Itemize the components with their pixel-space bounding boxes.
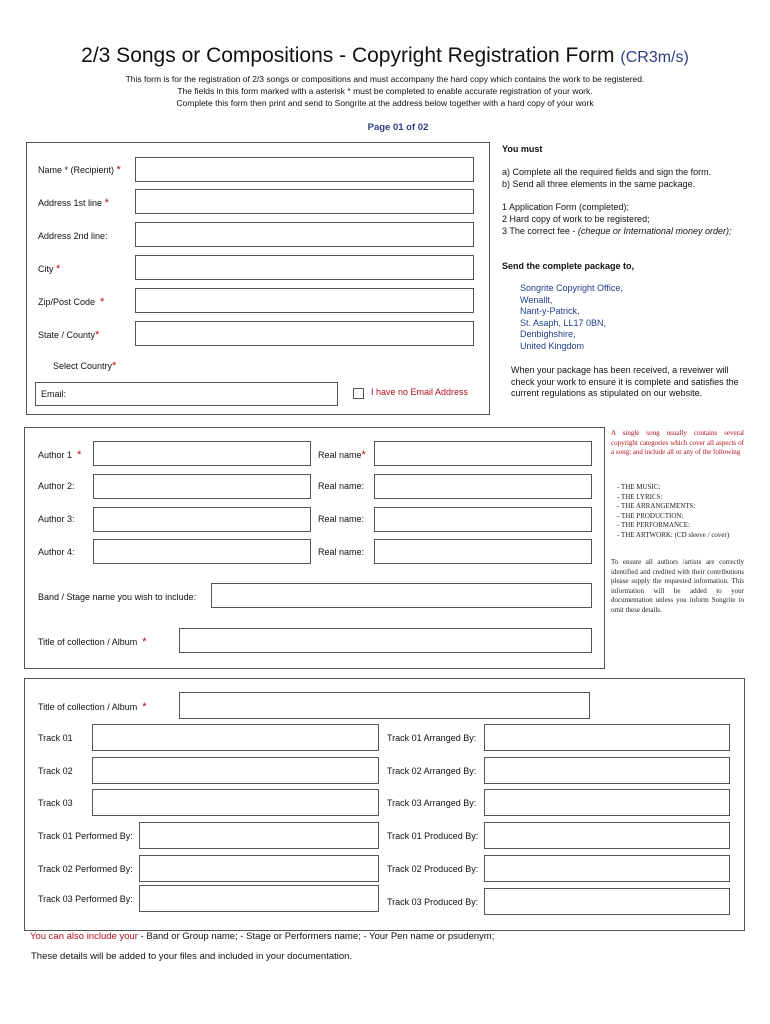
- must-item-2: 2 Hard copy of work to be registered;: [502, 214, 650, 224]
- track-03-arranged-label: Track 03 Arranged By:: [387, 798, 477, 808]
- postal-address: Songrite Copyright Office, Wenallt, Nant-y-Patrick, St. Asaph, LL17 0BN, Denbighshire, United Kingdom: [520, 283, 623, 351]
- track-01-label: Track 01: [38, 733, 73, 743]
- track-02-label: Track 02: [38, 766, 73, 776]
- state-label: State / County*: [38, 329, 100, 341]
- page-number: Page 01 of 02: [367, 122, 429, 133]
- track-01-produced-label: Track 01 Produced By:: [387, 831, 479, 841]
- must-b: b) Send all three elements in the same package.: [502, 179, 696, 189]
- track-02-performed-input[interactable]: [139, 855, 379, 882]
- email-label: Email:: [41, 389, 67, 399]
- real-name-1-label: Real name*: [318, 449, 366, 461]
- author-1-label: Author 1 *: [38, 449, 82, 461]
- email-field[interactable]: [35, 382, 338, 406]
- copyright-categories: - THE MUSIC: - THE LYRICS: - THE ARRANGEMENTS: - THE PRODUCTION: - THE PERFORMANCE: - THE ARTWORK: (CD sleeve / cover): [617, 483, 730, 539]
- real-name-4-label: Real name:: [318, 547, 365, 557]
- author-3-label: Author 3:: [38, 514, 75, 524]
- city-label: City *: [38, 263, 61, 275]
- track-02-arranged-label: Track 02 Arranged By:: [387, 766, 477, 776]
- track-03-performed-label: Track 03 Performed By:: [38, 894, 133, 904]
- intro-line-3: Complete this form then print and send to Songrite at the address below together with a hard copy of your work: [176, 98, 594, 108]
- track-02-arranged-input[interactable]: [484, 757, 730, 784]
- track-03-arranged-input[interactable]: [484, 789, 730, 816]
- no-email-label: I have no Email Address: [371, 387, 469, 397]
- intro-line-2: The fields in this form marked with a asterisk * must be completed to enable accurate registration of your work.: [177, 86, 593, 96]
- track-02-produced-input[interactable]: [484, 855, 730, 882]
- form-code: (CR3m/s): [620, 49, 689, 66]
- author-4-input[interactable]: [93, 539, 311, 564]
- tracks-collection-input[interactable]: [179, 692, 590, 719]
- address1-label: Address 1st line *: [38, 197, 109, 209]
- collection-input[interactable]: [179, 628, 592, 653]
- real-name-1-input[interactable]: [374, 441, 592, 466]
- track-01-produced-input[interactable]: [484, 822, 730, 849]
- form-title-text: 2/3 Songs or Compositions - Copyright Registration Form: [81, 44, 615, 67]
- real-name-3-input[interactable]: [374, 507, 592, 532]
- address1-input[interactable]: [135, 189, 474, 214]
- must-a: a) Complete all the required fields and sign the form.: [502, 167, 712, 177]
- track-01-performed-label: Track 01 Performed By:: [38, 831, 133, 841]
- track-03-produced-label: Track 03 Produced By:: [387, 897, 479, 907]
- send-heading: Send the complete package to,: [502, 261, 635, 271]
- name-label: Name * (Recipient) *: [38, 164, 121, 176]
- track-03-produced-input[interactable]: [484, 888, 730, 915]
- real-name-3-label: Real name:: [318, 514, 365, 524]
- track-01-performed-input[interactable]: [139, 822, 379, 849]
- band-name-label: Band / Stage name you wish to include:: [38, 592, 197, 602]
- must-item-3: 3 The correct fee - (cheque or International money order);: [502, 226, 732, 236]
- copyright-note: A single song usually contains several copyright categories which cover all aspects of a song; and include all or any of the following: [611, 429, 744, 457]
- details-note: These details will be added to your files and included in your documentation.: [31, 951, 353, 962]
- zip-input[interactable]: [135, 288, 474, 313]
- zip-label: Zip/Post Code *: [38, 296, 105, 308]
- real-name-2-input[interactable]: [374, 474, 592, 499]
- address2-label: Address 2nd line:: [38, 231, 108, 241]
- review-note: When your package has been received, a reveiwer will check your work to ensure it is complete and satisfies the current regulations as stipulated on our website.: [511, 365, 739, 398]
- collection-label: Title of collection / Album *: [38, 636, 147, 648]
- track-03-performed-input[interactable]: [139, 885, 379, 912]
- track-01-input[interactable]: [92, 724, 379, 751]
- must-heading: You must: [502, 144, 543, 154]
- track-01-arranged-label: Track 01 Arranged By:: [387, 733, 477, 743]
- no-email-checkbox[interactable]: [353, 388, 364, 399]
- also-include-note: You can also include your - Band or Group name; - Stage or Performers name; - Your Pen name or psudenym;: [30, 931, 495, 942]
- form-title: [0, 44, 770, 68]
- track-02-performed-label: Track 02 Performed By:: [38, 864, 133, 874]
- name-input[interactable]: [135, 157, 474, 182]
- band-name-input[interactable]: [211, 583, 592, 608]
- credit-note: To ensure all authors /artists are correctly identified and credited with their contributions please supply the requested information. This information will be added to your documentation unless you inform Songrite to omit these details.: [611, 558, 744, 614]
- author-2-label: Author 2:: [38, 481, 75, 491]
- real-name-2-label: Real name:: [318, 481, 365, 491]
- must-item-1: 1 Application Form (completed);: [502, 202, 630, 212]
- tracks-collection-label: Title of collection / Album *: [38, 701, 147, 713]
- author-1-input[interactable]: [93, 441, 311, 466]
- track-01-arranged-input[interactable]: [484, 724, 730, 751]
- city-input[interactable]: [135, 255, 474, 280]
- track-02-produced-label: Track 02 Produced By:: [387, 864, 479, 874]
- track-02-input[interactable]: [92, 757, 379, 784]
- author-2-input[interactable]: [93, 474, 311, 499]
- track-03-label: Track 03: [38, 798, 73, 808]
- country-label[interactable]: Select Country*: [53, 360, 117, 372]
- address2-input[interactable]: [135, 222, 474, 247]
- author-4-label: Author 4:: [38, 547, 75, 557]
- track-03-input[interactable]: [92, 789, 379, 816]
- author-3-input[interactable]: [93, 507, 311, 532]
- state-input[interactable]: [135, 321, 474, 346]
- intro-line-1: This form is for the registration of 2/3 songs or compositions and must accompany the hard copy which contains the work to be registered.: [125, 74, 645, 84]
- real-name-4-input[interactable]: [374, 539, 592, 564]
